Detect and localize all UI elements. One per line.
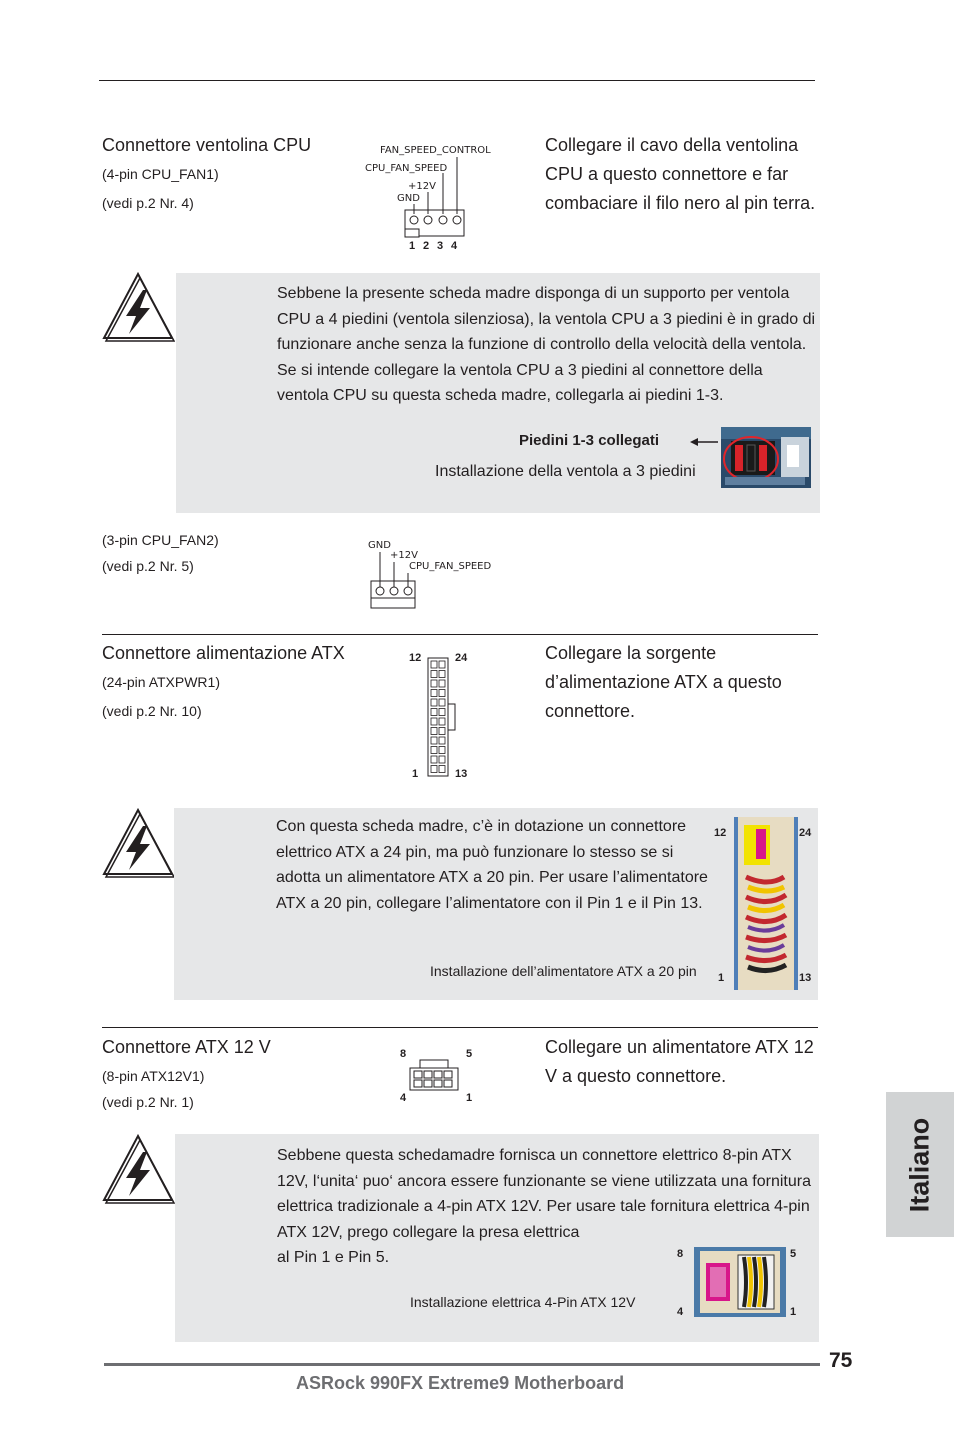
pin-number: 24 bbox=[455, 652, 468, 664]
atx-pin-slot bbox=[431, 728, 437, 735]
fan-4pin-connector-icon bbox=[360, 140, 510, 255]
cpu-fan1-diagram bbox=[360, 140, 510, 255]
language-tab bbox=[886, 1092, 954, 1237]
cpu-fan-pin-spec: (4-pin CPU_FAN1) bbox=[102, 166, 219, 182]
atx-pin-slot bbox=[431, 756, 437, 763]
atx-pin-slot bbox=[431, 747, 437, 754]
atx-24pin-diagram bbox=[400, 648, 490, 783]
pin-number: 13 bbox=[455, 768, 468, 780]
atx-pin-slot bbox=[439, 756, 445, 763]
pin-number: 8 bbox=[400, 1048, 407, 1060]
atx-20pin-install-photo-icon bbox=[734, 817, 798, 990]
atx12v-8pin-diagram bbox=[395, 1044, 485, 1109]
diagram-label: FAN_SPEED_CONTROL bbox=[380, 145, 491, 156]
atx-24pin-connector-icon bbox=[400, 648, 490, 783]
atx-pin-slot bbox=[439, 671, 445, 678]
pin-number: 12 bbox=[409, 652, 422, 664]
note-atx12v-text-last: al Pin 1 e Pin 5. bbox=[277, 1249, 390, 1266]
atx-power-pin-spec: (24-pin ATXPWR1) bbox=[102, 674, 220, 690]
atx12v-connector-icon bbox=[395, 1044, 485, 1109]
pin-number: 4 bbox=[451, 240, 458, 252]
note-atx-text: Con questa scheda madre, c’è in dotazione un connettore elettrico ATX a 24 pin, ma può funzionare lo stesso se si adotta un alimentatore ATX a 20 pin. Per usare l’alimentatore ATX a 20 pin, collegare l’alimentatore con il Pin 1 e il Pin 13. bbox=[276, 818, 708, 912]
atx-pin-slot bbox=[439, 766, 445, 773]
cpu-fan2-diagram bbox=[360, 535, 510, 615]
diagram-label: +12V bbox=[390, 550, 418, 561]
atx12v-title: Connettore ATX 12 V bbox=[102, 1037, 271, 1057]
pin-number: 1 bbox=[466, 1092, 473, 1104]
cpu-fan2-pin-spec: (3-pin CPU_FAN2) bbox=[102, 532, 219, 548]
pin-number: 1 bbox=[412, 768, 419, 780]
cpu-fan2-ref: (vedi p.2 Nr. 5) bbox=[102, 558, 194, 574]
footer-rule bbox=[104, 1363, 820, 1366]
warning-lightning-icon bbox=[100, 806, 175, 878]
fan-3pin-connector-icon bbox=[360, 535, 510, 615]
pin-number: 5 bbox=[790, 1248, 797, 1260]
note-cpu-fan-caption: Installazione della ventola a 3 piedini bbox=[435, 463, 696, 480]
atx-pin-slot bbox=[431, 699, 437, 706]
atx-pin-slot bbox=[431, 709, 437, 716]
atx-pin-slot bbox=[439, 728, 445, 735]
atx12v-install-photo-icon bbox=[694, 1247, 786, 1317]
warning-lightning-icon bbox=[100, 1132, 175, 1204]
page-number: 75 bbox=[829, 1349, 853, 1372]
section-rule bbox=[102, 634, 818, 635]
pin-number: 1 bbox=[790, 1306, 797, 1318]
note-cpu-fan-text: Sebbene la presente scheda madre disponga di un supporto per ventola CPU a 4 piedini (ventola silenziosa), la ventola CPU a 3 piedini è in grado di funzionare anche senza la funzione di controllo della velocità della ventola. Se si intende collegare la ventola CPU a 3 piedini al connettore della ventola CPU su questa scheda madre, collegarla ai piedini 1-3. bbox=[277, 285, 816, 404]
atx12v-description: Collegare un alimentatore ATX 12 V a questo connettore. bbox=[545, 1037, 814, 1086]
note-atx12v-text: Sebbene questa schedamadre fornisca un connettore elettrico 8-pin ATX 12V, l‘unita‘ puo‘ ancora essere funzionante se viene utilizzata una fornitura elettrica tradizionale a 4-pin ATX 12V. Per usare tale fornitura elettrica 4-pin ATX 12V, prego collegare la presa elettrica bbox=[277, 1147, 811, 1241]
atx-pin-slot bbox=[431, 690, 437, 697]
diagram-label: +12V bbox=[408, 181, 436, 192]
atx-pin-slot bbox=[431, 718, 437, 725]
arrow-left-icon bbox=[688, 434, 720, 450]
atx-power-ref: (vedi p.2 Nr. 10) bbox=[102, 703, 202, 719]
diagram-label: CPU_FAN_SPEED bbox=[409, 561, 492, 572]
atx-power-description: Collegare la sorgente d’alimentazione ATX a questo connettore. bbox=[545, 643, 782, 721]
cpu-fan-ref: (vedi p.2 Nr. 4) bbox=[102, 195, 194, 211]
atx-pin-slot bbox=[431, 680, 437, 687]
language-tab-label: Italiano bbox=[904, 1117, 935, 1212]
top-rule bbox=[99, 80, 815, 81]
warning-lightning-icon bbox=[100, 270, 175, 342]
atx-pin-slot bbox=[439, 661, 445, 668]
atx-pin-slot bbox=[439, 718, 445, 725]
pin-number: 1 bbox=[718, 972, 725, 984]
atx-pin-slot bbox=[439, 680, 445, 687]
diagram-label: GND bbox=[397, 193, 420, 204]
section-rule bbox=[102, 1027, 818, 1028]
atx-pin-slot bbox=[431, 737, 437, 744]
atx12v-pin-spec: (8-pin ATX12V1) bbox=[102, 1068, 205, 1084]
pin-number: 2 bbox=[423, 240, 430, 252]
pin-number: 4 bbox=[677, 1306, 684, 1318]
diagram-label: GND bbox=[368, 540, 391, 551]
cpu-fan-description: Collegare il cavo della ventolina CPU a questo connettore e far combaciare il filo nero al pin terra. bbox=[545, 135, 816, 213]
pin-number: 24 bbox=[799, 827, 812, 839]
atx-pin-slot bbox=[439, 747, 445, 754]
diagram-label: CPU_FAN_SPEED bbox=[365, 163, 448, 174]
atx-pin-slot bbox=[439, 737, 445, 744]
pin-number: 8 bbox=[677, 1248, 684, 1260]
pin-number: 1 bbox=[409, 240, 416, 252]
footer-title: ASRock 990FX Extreme9 Motherboard bbox=[296, 1373, 625, 1393]
atx-pin-slot bbox=[439, 699, 445, 706]
atx-pin-slot bbox=[431, 766, 437, 773]
atx-pin-slot bbox=[439, 709, 445, 716]
note-atx12v-caption: Installazione elettrica 4-Pin ATX 12V bbox=[410, 1294, 636, 1310]
atx-pin-slot bbox=[439, 690, 445, 697]
atx12v-ref: (vedi p.2 Nr. 1) bbox=[102, 1094, 194, 1110]
fan-3pin-install-photo-icon bbox=[721, 427, 811, 488]
pin-number: 3 bbox=[437, 240, 444, 252]
atx-power-title: Connettore alimentazione ATX bbox=[102, 643, 345, 663]
atx-pin-slot bbox=[431, 661, 437, 668]
note-cpu-fan-bold-caption: Piedini 1-3 collegati bbox=[519, 432, 660, 449]
cpu-fan-title: Connettore ventolina CPU bbox=[102, 135, 312, 155]
pin-number: 5 bbox=[466, 1048, 473, 1060]
pin-number: 13 bbox=[799, 972, 812, 984]
pin-number: 12 bbox=[714, 827, 727, 839]
note-atx-caption: Installazione dell’alimentatore ATX a 20 pin bbox=[430, 963, 697, 979]
pin-number: 4 bbox=[400, 1092, 407, 1104]
atx-pin-slot bbox=[431, 671, 437, 678]
